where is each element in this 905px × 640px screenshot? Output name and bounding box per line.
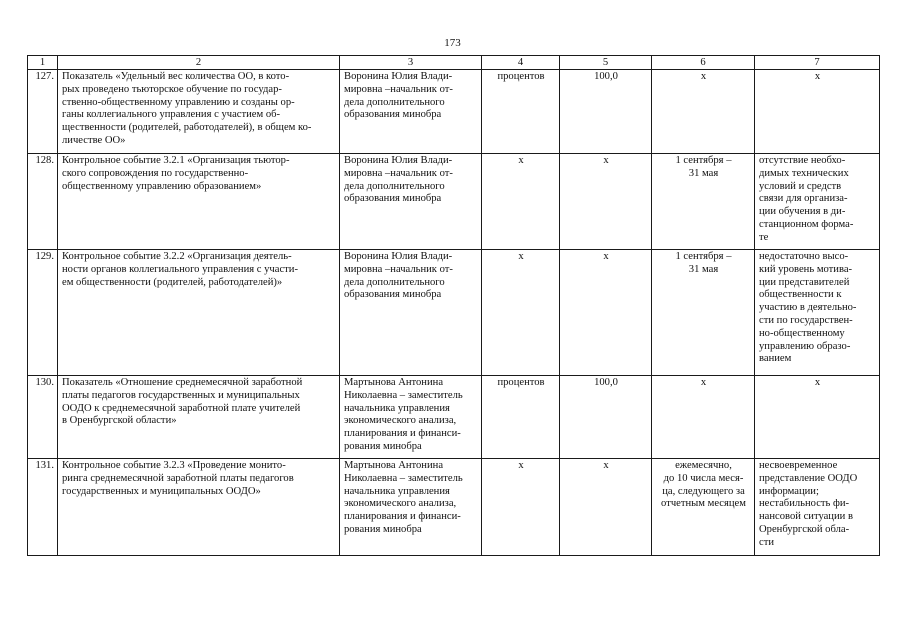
risk-cell: x (755, 70, 880, 154)
column-header-2: 2 (58, 56, 340, 70)
indicator-name: Контрольное событие 3.2.1 «Организация тьютор- ского сопровождения по государственно- общественному управлению образованием» (58, 154, 340, 250)
responsible-person: Воронина Юлия Влади- мировна –начальник от- дела дополнительного образования минобра (340, 70, 482, 154)
unit-cell: процентов (482, 70, 560, 154)
unit-cell: x (482, 459, 560, 556)
column-header-5: 5 (560, 56, 652, 70)
term-cell: x (652, 376, 755, 459)
responsible-person: Воронина Юлия Влади- мировна –начальник от- дела дополнительного образования минобра (340, 154, 482, 250)
value-cell: x (560, 154, 652, 250)
table-row (28, 376, 880, 459)
indicator-name: Показатель «Отношение среднемесячной заработной платы педагогов государственных и муниципальных ООДО к среднемесячной заработной плате учителей в Оренбургской области» (58, 376, 340, 459)
table-row (28, 70, 880, 154)
value-cell: x (560, 459, 652, 556)
column-header-6: 6 (652, 56, 755, 70)
value-cell: 100,0 (560, 70, 652, 154)
indicator-name: Контрольное событие 3.2.2 «Организация деятель- ности органов коллегиального управления с участи- ем общественности (родителей, работодателей)» (58, 250, 340, 376)
row-number: 130. (28, 376, 58, 459)
responsible-person: Воронина Юлия Влади- мировна –начальник от- дела дополнительного образования минобра (340, 250, 482, 376)
table-row (28, 459, 880, 556)
responsible-person: Мартынова Антонина Николаевна – заместитель начальника управления экономического анализа, планирования и финанси- рования минобра (340, 459, 482, 556)
term-cell: ежемесячно, до 10 числа меся- ца, следующего за отчетным месяцем (652, 459, 755, 556)
table-row (28, 250, 880, 376)
row-number: 131. (28, 459, 58, 556)
term-cell: 1 сентября – 31 мая (652, 250, 755, 376)
table-row (28, 154, 880, 250)
plan-table (27, 55, 880, 556)
term-cell: 1 сентября – 31 мая (652, 154, 755, 250)
unit-cell: процентов (482, 376, 560, 459)
responsible-person: Мартынова Антонина Николаевна – заместитель начальника управления экономического анализа, планирования и финанси- рования минобра (340, 376, 482, 459)
row-number: 129. (28, 250, 58, 376)
column-header-3: 3 (340, 56, 482, 70)
page-number: 173 (444, 37, 461, 49)
unit-cell: x (482, 154, 560, 250)
risk-cell: x (755, 376, 880, 459)
risk-cell: отсутствие необхо- димых технических условий и средств связи для организа- ции обучения в ди- станционном форма- те (755, 154, 880, 250)
value-cell: x (560, 250, 652, 376)
column-number-row (28, 56, 880, 70)
column-header-7: 7 (755, 56, 880, 70)
indicator-name: Контрольное событие 3.2.3 «Проведение монито- ринга среднемесячной заработной платы педагогов государственных и муниципальных ООДО» (58, 459, 340, 556)
risk-cell: недостаточно высо- кий уровень мотива- ции представителей общественности к участию в деятельно- сти по государствен- но-общественному управлению образо- ванием (755, 250, 880, 376)
indicator-name: Показатель «Удельный вес количества ОО, в кото- рых проведено тьюторское обучение по государ- ственно-общественному управлению и созданы ор- ганы коллегиального управления с участием об- щественности (родителей, работодателей), в общем ко- личестве ОО» (58, 70, 340, 154)
column-header-1: 1 (28, 56, 58, 70)
row-number: 128. (28, 154, 58, 250)
value-cell: 100,0 (560, 376, 652, 459)
term-cell: x (652, 70, 755, 154)
risk-cell: несвоевременное представление ООДО информации; нестабильность фи- нансовой ситуации в Оренбургской обла- сти (755, 459, 880, 556)
unit-cell: x (482, 250, 560, 376)
row-number: 127. (28, 70, 58, 154)
column-header-4: 4 (482, 56, 560, 70)
